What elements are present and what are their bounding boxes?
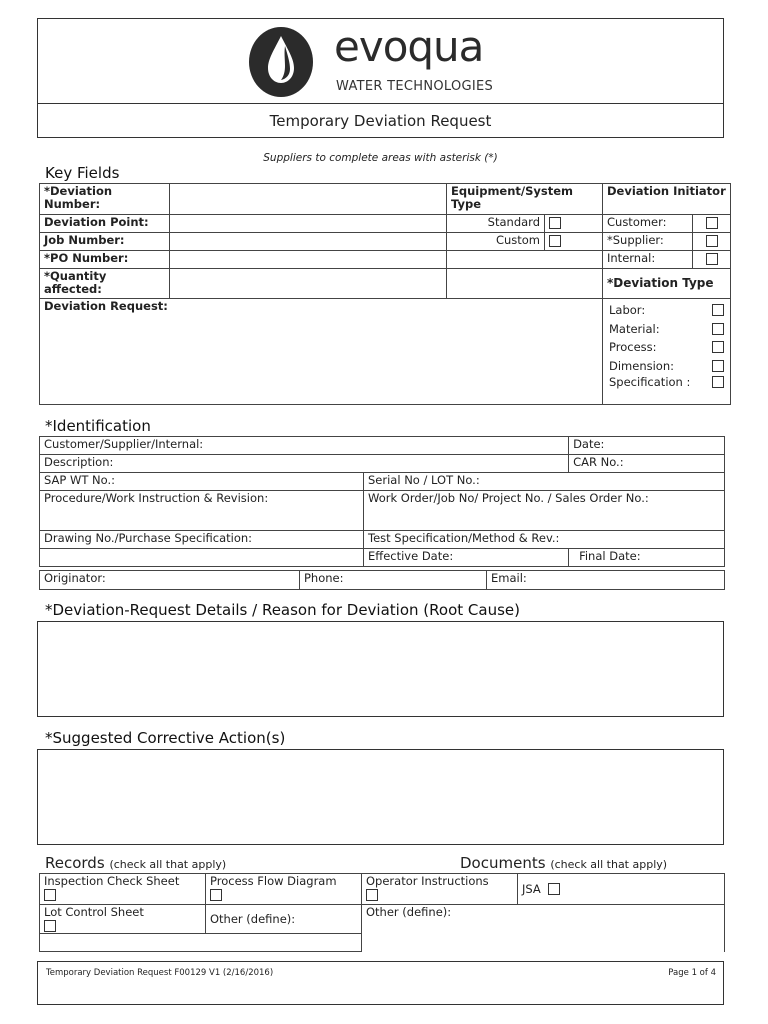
customer-checkbox[interactable]: [706, 217, 718, 229]
records-heading: [45, 854, 226, 872]
customer-checkbox-cell: [693, 215, 731, 233]
deviation-point-label: Deviation Point:: [40, 215, 170, 233]
internal-initiator-label: Internal:: [603, 251, 693, 269]
records-documents-table: [39, 873, 725, 952]
job-number-field[interactable]: [170, 233, 447, 251]
details-title: Deviation-Request Details / Reason for Deviation (Root Cause): [52, 601, 520, 619]
drawing-no-field[interactable]: Drawing No./Purchase Specification:: [40, 531, 364, 549]
documents-hint: (check all that apply): [550, 858, 668, 871]
procedure-field[interactable]: Procedure/Work Instruction & Revision:: [40, 491, 364, 531]
originator-table: [39, 570, 725, 590]
process-flow-checkbox[interactable]: [210, 889, 222, 901]
custom-checkbox[interactable]: [549, 235, 561, 247]
corrective-title: Suggested Corrective Action(s): [52, 729, 286, 747]
work-order-field[interactable]: Work Order/Job No/ Project No. / Sales Order No.:: [364, 491, 725, 531]
documents-heading: [460, 854, 667, 872]
jsa-label: JSA: [522, 881, 541, 896]
details-heading: [45, 601, 520, 619]
dimension-label: Dimension:: [609, 358, 675, 373]
material-checkbox[interactable]: [712, 323, 724, 335]
quantity-affected-label: *Quantity affected:: [40, 269, 170, 299]
inspection-check-sheet-cell: [40, 874, 206, 905]
documents-title: Documents: [460, 854, 546, 872]
required-asterisk: *: [45, 729, 53, 747]
final-date-field[interactable]: Final Date:: [569, 549, 725, 567]
labor-label: Labor:: [609, 303, 646, 317]
originator-field[interactable]: Originator:: [40, 571, 300, 590]
deviation-point-field[interactable]: [170, 215, 447, 233]
custom-label: Custom: [447, 233, 545, 251]
quantity-empty-cell: [447, 269, 603, 299]
inspection-check-sheet-label: Inspection Check Sheet: [44, 874, 180, 888]
specification-label: Specification :: [609, 375, 691, 389]
identification-heading: [45, 417, 151, 435]
operator-instructions-checkbox[interactable]: [366, 889, 378, 901]
deviation-initiator-label: Deviation Initiator: [603, 184, 731, 215]
equipment-empty-cell: [447, 251, 603, 269]
jsa-checkbox[interactable]: [548, 883, 560, 895]
records-other-field[interactable]: Other (define):: [206, 905, 362, 934]
deviation-number-label: *Deviation Number:: [40, 184, 170, 215]
standard-label: Standard: [447, 215, 545, 233]
deviation-type-label: *Deviation Type: [603, 269, 731, 299]
standard-checkbox-cell: [545, 215, 603, 233]
corrective-text-area[interactable]: [37, 749, 724, 845]
process-label: Process:: [609, 340, 657, 354]
key-fields-heading: Key Fields: [45, 164, 120, 182]
job-number-label: Job Number:: [40, 233, 170, 251]
description-field[interactable]: Description:: [40, 455, 569, 473]
phone-field[interactable]: Phone:: [300, 571, 487, 590]
records-other-value-field[interactable]: [40, 934, 362, 952]
drawing-no-value-field[interactable]: [40, 549, 364, 567]
details-text-area[interactable]: [37, 621, 724, 717]
document-title: Temporary Deviation Request: [269, 112, 492, 130]
lot-control-label: Lot Control Sheet: [44, 905, 144, 919]
droplet-logo-icon: [248, 26, 314, 98]
email-field[interactable]: Email:: [487, 571, 725, 590]
brand-subtitle: WATER TECHNOLOGIES: [336, 79, 494, 94]
deviation-type-options: [603, 299, 731, 405]
process-flow-cell: [206, 874, 362, 905]
required-asterisk: *: [45, 417, 53, 435]
process-flow-label: Process Flow Diagram: [210, 874, 337, 888]
test-spec-field[interactable]: Test Specification/Method & Rev.:: [364, 531, 725, 549]
inspection-check-sheet-checkbox[interactable]: [44, 889, 56, 901]
standard-checkbox[interactable]: [549, 217, 561, 229]
deviation-number-field[interactable]: [170, 184, 447, 215]
internal-checkbox[interactable]: [706, 253, 718, 265]
custom-checkbox-cell: [545, 233, 603, 251]
header-divider: [37, 103, 724, 104]
date-field[interactable]: Date:: [569, 437, 725, 455]
records-hint: (check all that apply): [109, 858, 227, 871]
brand-name: evoqua: [334, 22, 484, 71]
operator-instructions-cell: [362, 874, 518, 905]
operator-instructions-label: Operator Instructions: [366, 874, 489, 888]
documents-other-field[interactable]: Other (define):: [362, 905, 725, 952]
jsa-cell: [518, 874, 725, 905]
required-asterisk: *: [45, 601, 53, 619]
specification-checkbox[interactable]: [712, 376, 724, 388]
po-number-label: *PO Number:: [40, 251, 170, 269]
process-checkbox[interactable]: [712, 341, 724, 353]
customer-initiator-label: Customer:: [603, 215, 693, 233]
deviation-request-label: Deviation Request:: [44, 299, 168, 313]
quantity-affected-field[interactable]: [170, 269, 447, 299]
supplier-note: Suppliers to complete areas with asterisk (*): [263, 152, 498, 164]
identification-table: [39, 436, 725, 567]
records-title: Records: [45, 854, 105, 872]
supplier-checkbox-cell: [693, 233, 731, 251]
internal-checkbox-cell: [693, 251, 731, 269]
car-no-field[interactable]: CAR No.:: [569, 455, 725, 473]
footer-page-number: Page 1 of 4: [668, 968, 716, 978]
deviation-request-area[interactable]: [40, 299, 603, 405]
dimension-checkbox[interactable]: [712, 360, 724, 372]
po-number-field[interactable]: [170, 251, 447, 269]
identification-title: Identification: [52, 417, 151, 435]
customer-supplier-internal-field[interactable]: Customer/Supplier/Internal:: [40, 437, 569, 455]
corrective-heading: [45, 729, 285, 747]
material-label: Material:: [609, 321, 660, 336]
lot-control-cell: [40, 905, 206, 934]
sap-wt-no-field[interactable]: SAP WT No.:: [40, 473, 364, 491]
labor-checkbox[interactable]: [712, 304, 724, 316]
key-fields-table: [39, 183, 731, 405]
supplier-checkbox[interactable]: [706, 235, 718, 247]
footer-form-id: Temporary Deviation Request F00129 V1 (2/16/2016): [46, 968, 274, 978]
supplier-initiator-label: *Supplier:: [603, 233, 693, 251]
effective-date-field[interactable]: Effective Date:: [364, 549, 569, 567]
equipment-type-label: Equipment/System Type: [447, 184, 603, 215]
lot-control-checkbox[interactable]: [44, 920, 56, 932]
serial-lot-field[interactable]: Serial No / LOT No.:: [364, 473, 725, 491]
